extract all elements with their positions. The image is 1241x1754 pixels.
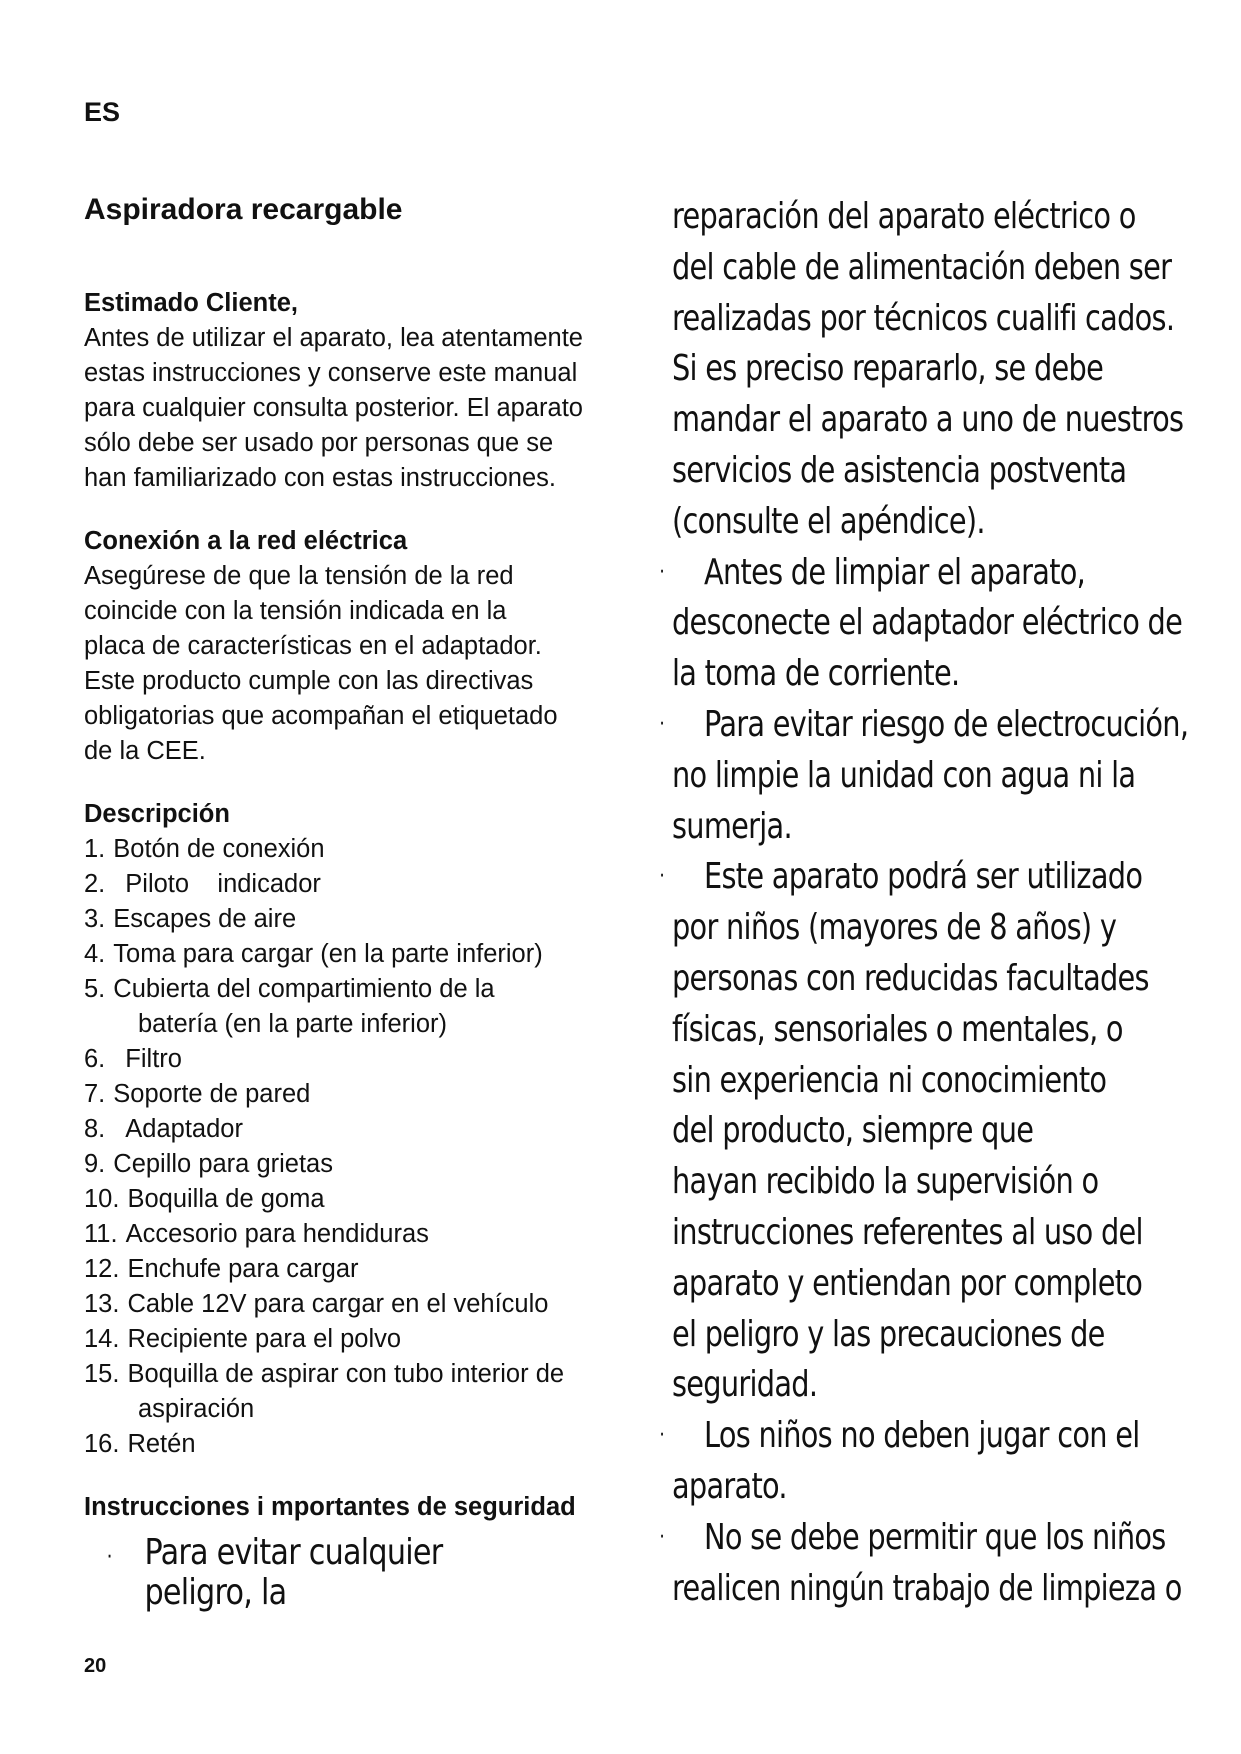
safety-bullet-text: Este aparato podrá ser utilizado: [704, 856, 1143, 898]
part-item-continuation: aspiración: [138, 1395, 255, 1423]
part-number: 11.: [84, 1220, 118, 1248]
safety-text-line: la toma de corriente.: [672, 653, 960, 695]
safety-bullet-text: Para evitar riesgo de electrocución,: [704, 703, 1189, 745]
part-item: [84, 1112, 624, 1147]
part-item: [84, 1147, 624, 1182]
safety-text-line: realizadas por técnicos cualifi cados.: [672, 297, 1175, 339]
part-item: [84, 1287, 624, 1322]
part-number: 8.: [84, 1115, 106, 1143]
power-connection-line: Asegúrese de que la tensión de la red: [84, 562, 514, 590]
part-item: [84, 1252, 624, 1287]
power-connection-line: Este producto cumple con las directivas: [84, 667, 534, 695]
part-item-continuation: batería (en la parte inferior): [138, 1010, 447, 1038]
part-number: 10.: [84, 1185, 120, 1213]
safety-text-line: del producto, siempre que: [672, 1110, 1034, 1152]
part-text: Enchufe para cargar: [127, 1255, 359, 1283]
bullet-dot-icon: ·: [659, 559, 665, 585]
part-text: Cubierta del compartimiento de la: [113, 975, 495, 1003]
greeting-section: [84, 286, 624, 496]
left-column: [84, 192, 624, 1613]
part-number: 16.: [84, 1430, 120, 1458]
part-text: Botón de conexión: [113, 835, 325, 863]
part-item: [84, 902, 624, 937]
part-number: 9.: [84, 1150, 106, 1178]
safety-text-line: no limpie la unidad con agua ni la: [672, 754, 1136, 796]
greeting-line: estas instrucciones y conserve este manual: [84, 359, 578, 387]
safety-bullet-text: Para evitar cualquier peligro, la: [144, 1532, 443, 1613]
bullet-dot-icon: ·: [659, 1423, 665, 1449]
safety-text-line: del cable de alimentación deben ser: [672, 246, 1172, 288]
part-number: 13.: [84, 1290, 120, 1318]
part-text: Boquilla de aspirar con tubo interior de: [127, 1360, 565, 1388]
part-text: Cepillo para grietas: [113, 1150, 333, 1178]
safety-text-line: instrucciones referentes al uso del: [672, 1211, 1143, 1253]
part-text: Cable 12V para cargar en el vehículo: [127, 1290, 549, 1318]
safety-bullet-line: [659, 548, 1184, 599]
greeting-line: sólo debe ser usado por personas que se: [84, 429, 554, 457]
safety-text-line: físicas, sensoriales o mentales, o: [672, 1008, 1123, 1050]
safety-text-line: (consulte el apéndice).: [672, 500, 985, 542]
part-number: 14.: [84, 1325, 120, 1353]
description-section: [84, 797, 624, 1462]
safety-text-line: aparato.: [672, 1465, 787, 1507]
power-connection-heading: Conexión a la red eléctrica: [84, 527, 408, 555]
language-tag: ES: [84, 97, 121, 127]
part-item: [84, 867, 624, 902]
safety-bullet-line: [659, 1411, 1184, 1462]
part-item: [84, 1077, 624, 1112]
part-number: 7.: [84, 1080, 106, 1108]
greeting-line: Antes de utilizar el aparato, lea atentamente: [84, 324, 583, 352]
safety-text-line: realicen ningún trabajo de limpieza o: [672, 1567, 1182, 1609]
part-number: 3.: [84, 905, 106, 933]
power-connection-line: de la CEE.: [84, 737, 206, 765]
safety-bullet-text: No se debe permitir que los niños: [704, 1516, 1166, 1558]
power-connection-line: obligatorias que acompañan el etiquetado: [84, 702, 558, 730]
part-text: Retén: [127, 1430, 196, 1458]
safety-text-line: servicios de asistencia postventa: [672, 449, 1127, 491]
bullet-dot-icon: ·: [106, 1545, 112, 1570]
bullet-dot-icon: ·: [659, 711, 665, 737]
part-item: [84, 832, 624, 867]
part-number: 1.: [84, 835, 106, 863]
greeting-heading: Estimado Cliente,: [84, 289, 298, 317]
greeting-line: para cualquier consulta posterior. El aparato: [84, 394, 583, 422]
power-connection-line: placa de características en el adaptador.: [84, 632, 542, 660]
description-heading: Descripción: [84, 800, 230, 828]
safety-heading: Instrucciones i mportantes de seguridad: [84, 1493, 576, 1521]
part-number: 5.: [84, 975, 106, 1003]
safety-bullet: [84, 1533, 538, 1613]
part-text: Adaptador: [125, 1115, 243, 1143]
safety-bullet-line: [659, 1513, 1184, 1564]
safety-text-line: seguridad.: [672, 1364, 818, 1406]
parts-list: [84, 832, 624, 1462]
part-item: [84, 972, 624, 1007]
part-item: [84, 1427, 624, 1462]
part-text: Escapes de aire: [113, 905, 297, 933]
safety-bullet-text: Los niños no deben jugar con el: [704, 1415, 1140, 1457]
safety-bullet-line: [659, 700, 1189, 751]
part-number: 6.: [84, 1045, 106, 1073]
safety-text-line: por niños (mayores de 8 años) y: [672, 907, 1117, 949]
safety-text-line: hayan recibido la supervisión o: [672, 1161, 1099, 1203]
safety-text-line: aparato y entiendan por completo: [672, 1262, 1143, 1304]
part-number: 15.: [84, 1360, 120, 1388]
safety-text-line: reparación del aparato eléctrico o: [672, 196, 1136, 237]
part-text: Soporte de pared: [113, 1080, 311, 1108]
page-title: Aspiradora recargable: [84, 193, 403, 226]
part-text: Accesorio para hendiduras: [125, 1220, 429, 1248]
safety-text-line: sin experiencia ni conocimiento: [672, 1059, 1107, 1101]
greeting-line: han familiarizado con estas instrucciones.: [84, 464, 556, 492]
part-text: Toma para cargar (en la parte inferior): [113, 940, 543, 968]
part-text: Recipiente para el polvo: [127, 1325, 402, 1353]
part-item: [84, 1357, 624, 1392]
safety-text-line: personas con reducidas facultades: [672, 957, 1149, 999]
part-item: [84, 1042, 624, 1077]
right-column: [659, 192, 1189, 1614]
power-connection-line: coincide con la tensión indicada en la: [84, 597, 507, 625]
safety-text-line: mandar el aparato a uno de nuestros: [672, 399, 1184, 441]
part-item: [84, 1217, 624, 1252]
bullet-dot-icon: ·: [659, 1524, 665, 1550]
safety-text-line: sumerja.: [672, 805, 792, 847]
part-text: Filtro: [125, 1045, 182, 1073]
bullet-dot-icon: ·: [659, 864, 665, 890]
part-number: 4.: [84, 940, 106, 968]
part-text: Boquilla de goma: [127, 1185, 325, 1213]
part-item: [84, 1182, 624, 1217]
safety-text-line: Si es preciso repararlo, se debe: [672, 348, 1104, 390]
page-number: 20: [84, 1655, 107, 1677]
part-number: 2.: [84, 870, 106, 898]
part-item: [84, 1322, 624, 1357]
part-item: [84, 937, 624, 972]
part-number: 12.: [84, 1255, 120, 1283]
safety-text-line: el peligro y las precauciones de: [672, 1313, 1105, 1355]
part-text: Piloto indicador: [125, 870, 321, 898]
power-connection-section: [84, 524, 624, 769]
safety-bullet-text: Antes de limpiar el aparato,: [704, 551, 1086, 593]
safety-section: [84, 1490, 624, 1613]
safety-text-line: desconecte el adaptador eléctrico de: [672, 602, 1183, 644]
safety-bullet-line: [659, 852, 1184, 903]
